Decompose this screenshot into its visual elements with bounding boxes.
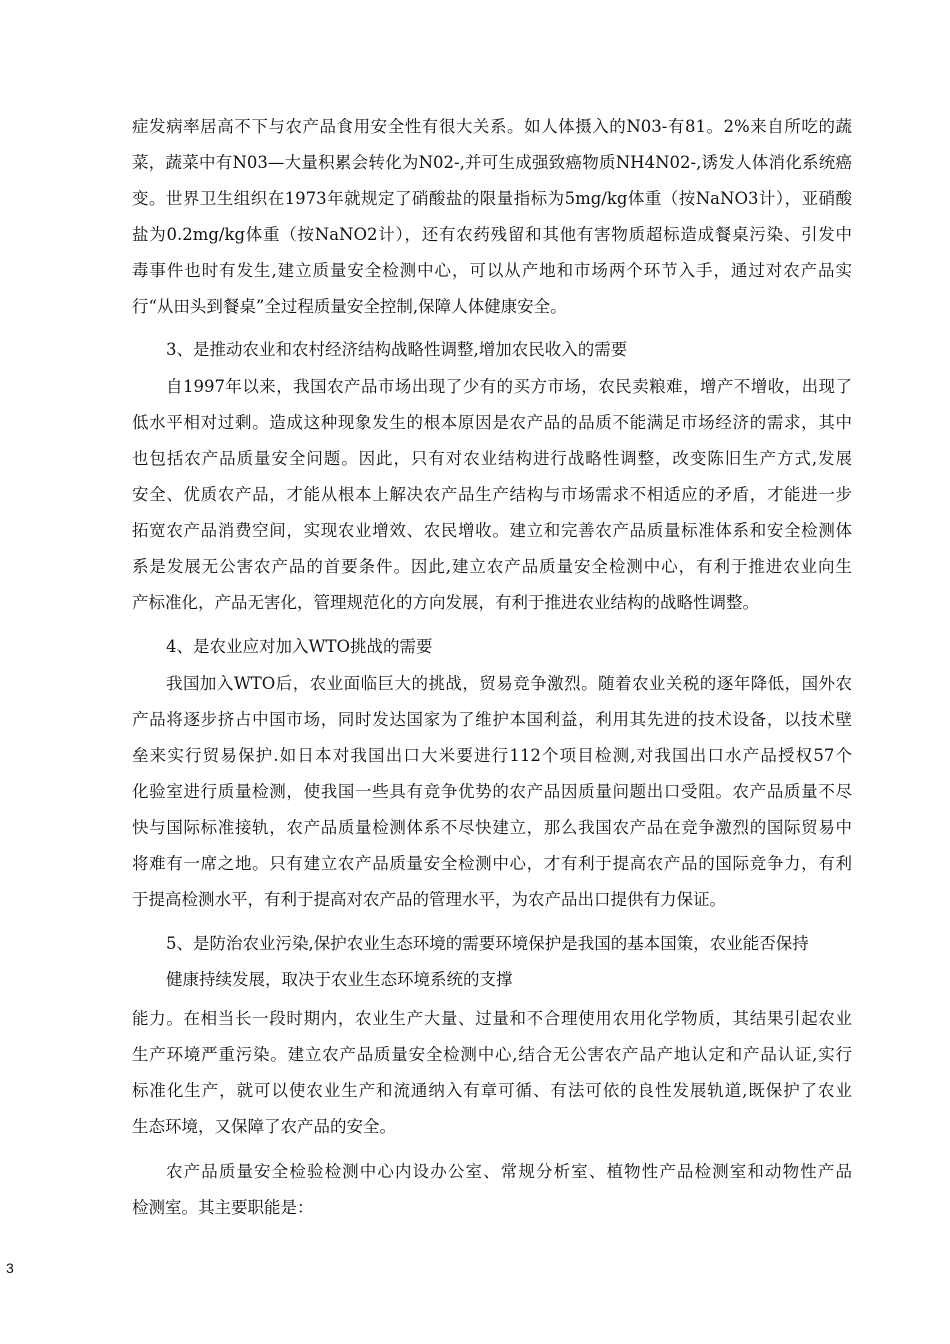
page-number: 3 [6,1260,14,1276]
text-line: 拓宽农产品消费空间，实现农业增效、农民增收。建立和完善农产品质量标准体系和安全检测体 [132,521,852,540]
section-heading: 3、是推动农业和农村经济结构战略性调整,增加农民收入的需要 [166,340,628,359]
text-line: 毒事件也时有发生,建立质量安全检测中心，可以从产地和市场两个环节入手，通过对农产品实 [132,261,852,280]
section-heading-continued: 健康持续发展，取决于农业生态环境系统的支撑 [166,970,513,989]
text-line: 产品将逐步挤占中国市场，同时发达国家为了维护本国利益，利用其先进的技术设备，以技术壁 [132,710,852,729]
text-line: 盐为0.2mg/kg体重（按NaNO2计），还有农药残留和其他有害物质超标造成餐桌污染、引发中 [132,225,852,244]
section-heading: 5、是防治农业污染,保护农业生态环境的需要环境保护是我国的基本国策，农业能否保持 [166,934,809,953]
text-line: 变。世界卫生组织在1973年就规定了硝酸盐的限量指标为5mg/kg体重（按NaNO3计），亚硝酸 [132,189,852,208]
text-line: 症发病率居高不下与农产品食用安全性有很大关系。如人体摄入的N03-有81。2%来自所吃的蔬 [132,117,852,136]
text-line: 检测室。其主要职能是： [132,1198,314,1217]
text-line: 系是发展无公害农产品的首要条件。因此,建立农产品质量安全检测中心，有利于推进农业向生 [132,557,852,576]
text-line: 垒来实行贸易保护.如日本对我国出口大米要进行112个项目检测,对我国出口水产品授权57个 [132,746,852,765]
section-heading: 4、是农业应对加入WTO挑战的需要 [166,637,433,656]
text-line: 农产品质量安全检验检测中心内设办公室、常规分析室、植物性产品检测室和动物性产品 [166,1162,852,1181]
text-line: 也包括农产品质量安全问题。因此，只有对农业结构进行战略性调整，改变陈旧生产方式,发展 [132,449,852,468]
text-line: 自1997年以来，我国农产品市场出现了少有的买方市场，农民卖粮难，增产不增收，出现了 [166,377,852,396]
text-line: 于提高检测水平，有利于提高对农产品的管理水平，为农产品出口提供有力保证。 [132,890,726,909]
text-line: 我国加入WTO后，农业面临巨大的挑战，贸易竞争激烈。随着农业关税的逐年降低，国外农 [166,674,852,693]
text-line: 产标准化，产品无害化，管理规范化的方向发展，有利于推进农业结构的战略性调整。 [132,593,759,612]
text-line: 生态环境，又保障了农产品的安全。 [132,1117,396,1136]
text-line: 将难有一席之地。只有建立农产品质量安全检测中心，才有利于提高农产品的国际竞争力，有利 [132,854,852,873]
text-line: 行“从田头到餐桌”全过程质量安全控制,保障人体健康安全。 [132,297,567,316]
text-line: 菜，蔬菜中有N03—大量积累会转化为N02-,并可生成强致癌物质NH4N02-,诱发人体消化系统癌 [132,153,852,172]
text-line: 化验室进行质量检测，使我国一些具有竞争优势的农产品因质量问题出口受阻。农产品质量不尽 [132,782,852,801]
text-line: 能力。在相当长一段时期内，农业生产大量、过量和不合理使用农用化学物质，其结果引起农业 [132,1009,852,1028]
text-line: 安全、优质农产品，才能从根本上解决农产品生产结构与市场需求不相适应的矛盾，才能进一步 [132,485,852,504]
text-line: 低水平相对过剩。造成这种现象发生的根本原因是农产品的品质不能满足市场经济的需求，其中 [132,413,852,432]
text-line: 快与国际标准接轨，农产品质量检测体系不尽快建立，那么我国农产品在竞争激烈的国际贸易中 [132,818,852,837]
text-line: 标准化生产，就可以使农业生产和流通纳入有章可循、有法可依的良性发展轨道,既保护了农业 [132,1081,852,1100]
text-line: 生产环境严重污染。建立农产品质量安全检测中心,结合无公害农产品产地认定和产品认证,实行 [132,1045,852,1064]
